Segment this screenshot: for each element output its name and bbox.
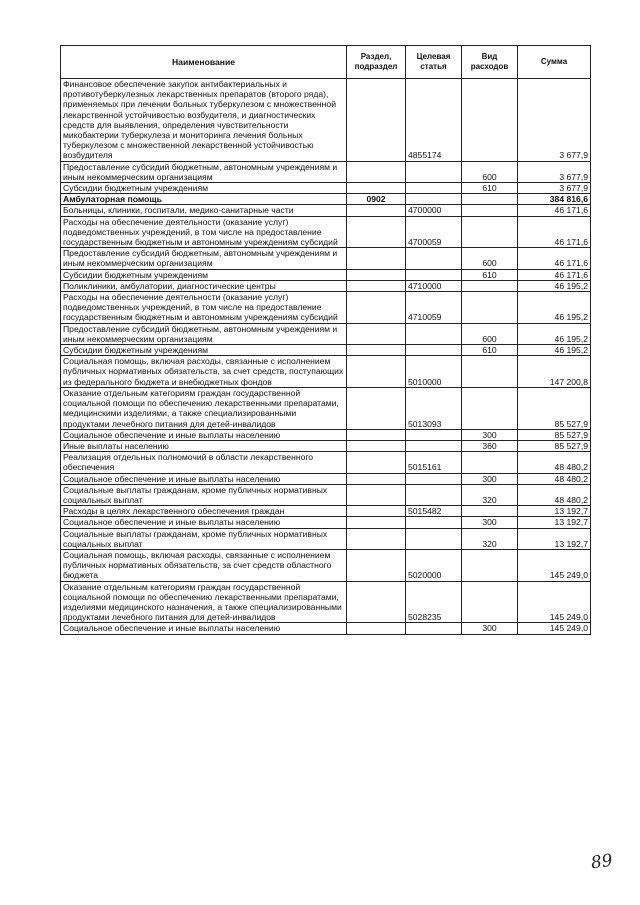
cell-name: Социальная помощь, включая расходы, связанные с исполнением публичных нормативных обязательств, за счет средств областного бюджета (61, 549, 347, 581)
cell-section (347, 345, 406, 356)
cell-type (462, 205, 518, 216)
cell-type (462, 194, 518, 205)
cell-name: Оказание отдельным категориям граждан государственной социальной помощи по обеспечению лекарственными препаратами, изделиями медицинского назначения, а также специализированными продуктами лечебного питания для детей-инвалидов (61, 581, 347, 623)
cell-name: Расходы в целях лекарственного обеспечения граждан (61, 506, 347, 517)
cell-type: 610 (462, 183, 518, 194)
cell-sum: 145 249,0 (518, 549, 591, 581)
cell-sum: 3 677,9 (518, 161, 591, 182)
cell-target: 5013093 (406, 387, 462, 429)
cell-section (347, 506, 406, 517)
cell-type: 600 (462, 161, 518, 182)
cell-type: 600 (462, 323, 518, 344)
cell-target: 4710059 (406, 292, 462, 324)
cell-type (462, 280, 518, 291)
cell-target (406, 161, 462, 182)
cell-type (462, 549, 518, 581)
cell-target (406, 269, 462, 280)
cell-type (462, 292, 518, 324)
cell-name: Социальное обеспечение и иные выплаты населению (61, 473, 347, 484)
cell-sum: 46 171,6 (518, 205, 591, 216)
table-body (61, 79, 591, 635)
table-row (61, 452, 591, 473)
cell-name: Иные выплаты населению (61, 440, 347, 451)
table-row (61, 323, 591, 344)
table-row (61, 280, 591, 291)
table-row (61, 506, 591, 517)
cell-target: 5010000 (406, 356, 462, 388)
cell-sum: 13 192,7 (518, 506, 591, 517)
table-row (61, 473, 591, 484)
cell-name: Социальные выплаты гражданам, кроме публичных нормативных социальных выплат (61, 484, 347, 505)
table-row (61, 517, 591, 528)
cell-type: 610 (462, 345, 518, 356)
cell-section (347, 528, 406, 549)
cell-section (347, 623, 406, 634)
cell-section (347, 280, 406, 291)
cell-section (347, 248, 406, 269)
cell-name: Поликлиники, амбулатории, диагностические центры (61, 280, 347, 291)
table-row (61, 581, 591, 623)
cell-sum: 13 192,7 (518, 517, 591, 528)
cell-section (347, 484, 406, 505)
cell-type: 300 (462, 517, 518, 528)
cell-sum: 46 171,6 (518, 248, 591, 269)
cell-section (347, 440, 406, 451)
cell-name: Социальное обеспечение и иные выплаты населению (61, 517, 347, 528)
cell-sum: 46 195,2 (518, 345, 591, 356)
cell-type: 300 (462, 429, 518, 440)
cell-target: 4855174 (406, 79, 462, 162)
cell-name: Расходы на обеспечение деятельности (оказание услуг) подведомственных учреждений, в том числе на предоставление государственным бюджетным и автономным учреждениям субсидий (61, 292, 347, 324)
cell-section (347, 473, 406, 484)
cell-section (347, 517, 406, 528)
cell-target (406, 623, 462, 634)
cell-name: Социальная помощь, включая расходы, связанные с исполнением публичных нормативных обязательств, за счет средств, поступающих из федерального бюджета и внебюджетных фондов (61, 356, 347, 388)
cell-section (347, 269, 406, 280)
cell-name: Субсидии бюджетным учреждениям (61, 345, 347, 356)
cell-target (406, 345, 462, 356)
cell-target (406, 194, 462, 205)
cell-sum: 48 480,2 (518, 484, 591, 505)
header-type: Вид расходов (462, 46, 518, 79)
table-row (61, 216, 591, 248)
cell-target: 5028235 (406, 581, 462, 623)
cell-target: 5015161 (406, 452, 462, 473)
cell-sum: 85 527,9 (518, 429, 591, 440)
cell-type: 600 (462, 248, 518, 269)
header-target: Целевая статья (406, 46, 462, 79)
table-header (61, 46, 591, 79)
cell-name: Социальное обеспечение и иные выплаты населению (61, 623, 347, 634)
table-row (61, 429, 591, 440)
cell-type: 300 (462, 473, 518, 484)
cell-section (347, 452, 406, 473)
cell-type (462, 356, 518, 388)
cell-sum: 147 200,8 (518, 356, 591, 388)
cell-sum: 13 192,7 (518, 528, 591, 549)
table-row (61, 623, 591, 634)
table-row (61, 440, 591, 451)
cell-type (462, 387, 518, 429)
cell-name: Социальное обеспечение и иные выплаты населению (61, 429, 347, 440)
cell-name: Субсидии бюджетным учреждениям (61, 269, 347, 280)
cell-sum: 46 171,6 (518, 216, 591, 248)
cell-sum: 145 249,0 (518, 623, 591, 634)
cell-section (347, 581, 406, 623)
table-row (61, 484, 591, 505)
table-row (61, 292, 591, 324)
cell-section (347, 356, 406, 388)
cell-target (406, 183, 462, 194)
cell-type (462, 216, 518, 248)
header-section: Раздел, подраздел (347, 46, 406, 79)
cell-section (347, 387, 406, 429)
table-row (61, 549, 591, 581)
cell-target: 5020000 (406, 549, 462, 581)
header-row (61, 46, 591, 79)
cell-name: Реализация отдельных полномочий в области лекарственного обеспечения (61, 452, 347, 473)
cell-sum: 46 195,2 (518, 280, 591, 291)
cell-type: 300 (462, 623, 518, 634)
cell-target: 4700059 (406, 216, 462, 248)
cell-name: Предоставление субсидий бюджетным, автономным учреждениям и иным некоммерческим организациям (61, 248, 347, 269)
cell-target (406, 248, 462, 269)
cell-name: Предоставление субсидий бюджетным, автономным учреждениям и иным некоммерческим организациям (61, 161, 347, 182)
cell-type: 360 (462, 440, 518, 451)
cell-sum: 48 480,2 (518, 473, 591, 484)
header-name: Наименование (61, 46, 347, 79)
cell-section (347, 183, 406, 194)
cell-sum: 85 527,9 (518, 440, 591, 451)
cell-section (347, 292, 406, 324)
cell-type (462, 452, 518, 473)
cell-name: Субсидии бюджетным учреждениям (61, 183, 347, 194)
table-row (61, 205, 591, 216)
table-row (61, 345, 591, 356)
cell-target: 4700000 (406, 205, 462, 216)
table-row (61, 161, 591, 182)
cell-name: Больницы, клиники, госпитали, медико-санитарные части (61, 205, 347, 216)
cell-target: 5015482 (406, 506, 462, 517)
cell-section (347, 549, 406, 581)
cell-target (406, 429, 462, 440)
cell-name: Предоставление субсидий бюджетным, автономным учреждениям и иным некоммерческим организациям (61, 323, 347, 344)
cell-sum: 46 171,6 (518, 269, 591, 280)
table-row (61, 528, 591, 549)
cell-sum: 145 249,0 (518, 581, 591, 623)
cell-sum: 46 195,2 (518, 292, 591, 324)
cell-target (406, 323, 462, 344)
cell-name: Финансовое обеспечение закупок антибактериальных и противотуберкулезных лекарственных препаратов (второго ряда), применяемых при лечении больных туберкулезом с множественной лекарственной устойчивостью возбудителя, и диагностических средств для выявления, определения чувствительности микобактерии туберкулеза и мониторинга лечения больных туберкулезом с множественной лекарственной устойчивостью возбудителя (61, 79, 347, 162)
cell-name: Амбулаторная помощь (61, 194, 347, 205)
cell-sum: 384 816,6 (518, 194, 591, 205)
cell-type: 610 (462, 269, 518, 280)
table-row (61, 248, 591, 269)
cell-type (462, 79, 518, 162)
cell-section (347, 429, 406, 440)
cell-type (462, 506, 518, 517)
cell-name: Расходы на обеспечение деятельности (оказание услуг) подведомственных учреждений, в том числе на предоставление государственным бюджетным и автономным учреждениям субсидий (61, 216, 347, 248)
cell-name: Оказание отдельным категориям граждан государственной социальной помощи по обеспечению лекарственными препаратами, медицинскими изделиями, а также специализированными продуктами лечебного питания для детей-инвалидов (61, 387, 347, 429)
table-row (61, 183, 591, 194)
cell-target (406, 528, 462, 549)
table-row (61, 194, 591, 205)
cell-target (406, 473, 462, 484)
cell-section (347, 161, 406, 182)
budget-table (60, 45, 591, 635)
cell-section: 0902 (347, 194, 406, 205)
table-row (61, 269, 591, 280)
table-row (61, 387, 591, 429)
cell-sum: 3 677,9 (518, 183, 591, 194)
header-sum: Сумма (518, 46, 591, 79)
cell-type: 320 (462, 528, 518, 549)
cell-type (462, 581, 518, 623)
cell-target (406, 517, 462, 528)
cell-target (406, 484, 462, 505)
table-row (61, 356, 591, 388)
cell-sum: 46 195,2 (518, 323, 591, 344)
cell-sum: 85 527,9 (518, 387, 591, 429)
cell-section (347, 205, 406, 216)
table-row (61, 79, 591, 162)
cell-sum: 3 677,9 (518, 79, 591, 162)
cell-section (347, 323, 406, 344)
cell-section (347, 79, 406, 162)
cell-target: 4710000 (406, 280, 462, 291)
cell-name: Социальные выплаты гражданам, кроме публичных нормативных социальных выплат (61, 528, 347, 549)
handwritten-page-number: 89 (589, 850, 614, 874)
cell-target (406, 440, 462, 451)
cell-sum: 48 480,2 (518, 452, 591, 473)
cell-type: 320 (462, 484, 518, 505)
cell-section (347, 216, 406, 248)
